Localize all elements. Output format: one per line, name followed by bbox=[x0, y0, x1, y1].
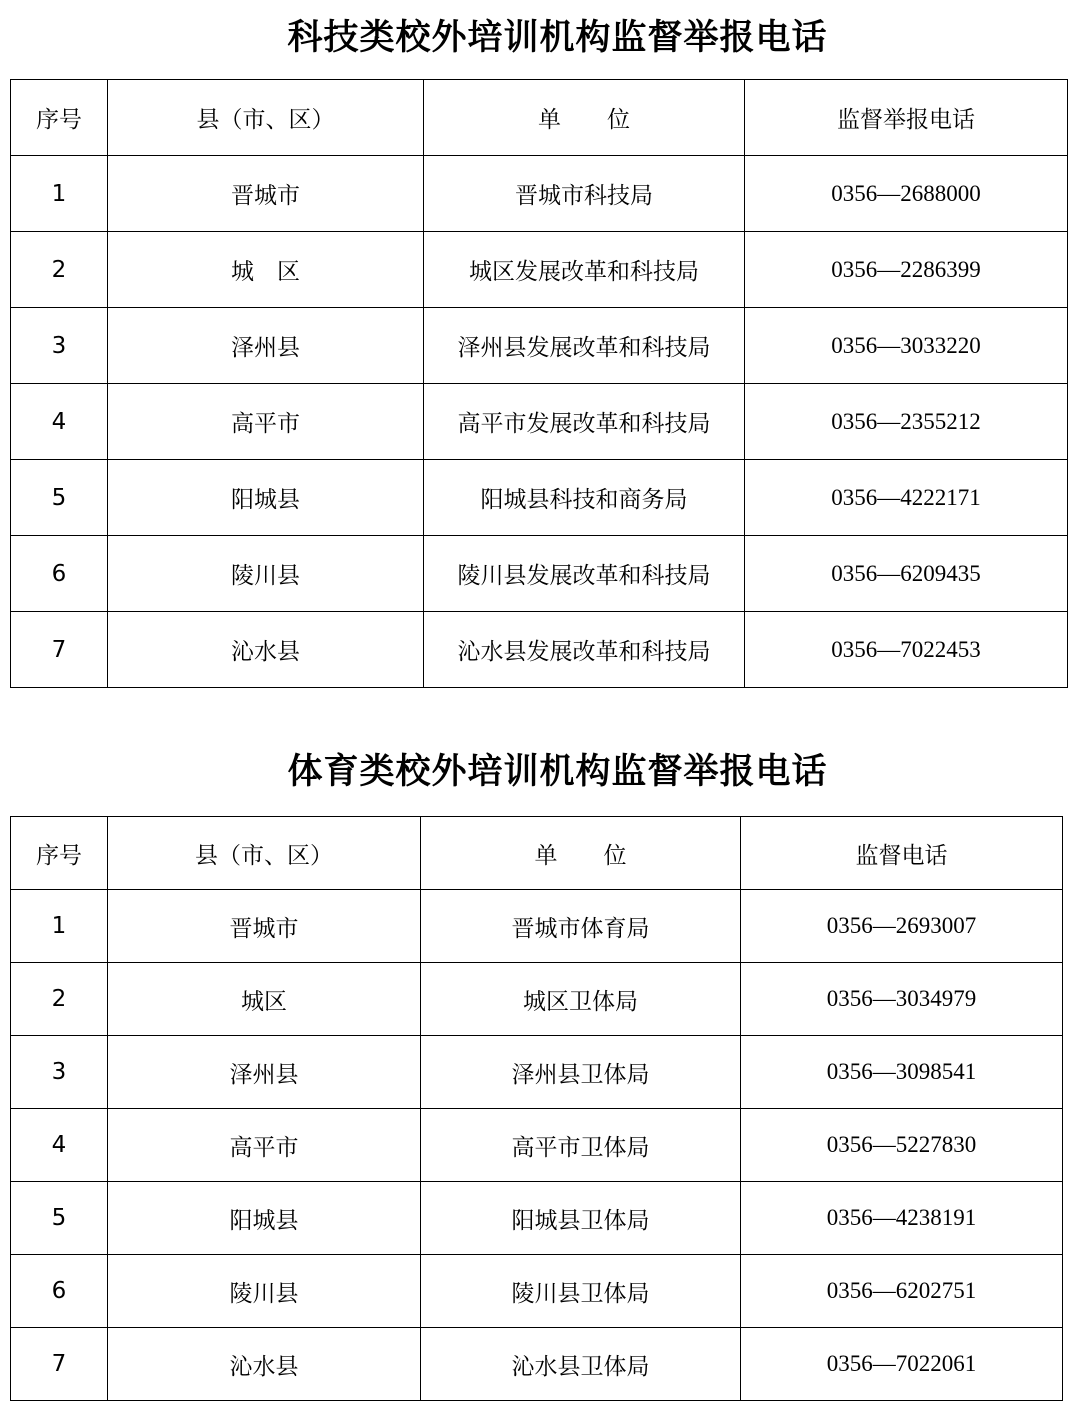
cell-unit: 陵川县发展改革和科技局 bbox=[424, 536, 745, 612]
cell-serial: 1 bbox=[11, 890, 108, 963]
cell-phone: 0356—2355212 bbox=[745, 384, 1068, 460]
cell-county: 城区 bbox=[108, 963, 421, 1036]
cell-unit: 高平市卫体局 bbox=[421, 1109, 741, 1182]
header-county: 县（市、区） bbox=[108, 80, 424, 156]
table-row bbox=[11, 1036, 1063, 1109]
cell-phone: 0356—2286399 bbox=[745, 232, 1068, 308]
cell-county: 沁水县 bbox=[108, 612, 424, 688]
cell-serial: 1 bbox=[11, 156, 108, 232]
cell-phone: 0356—7022061 bbox=[741, 1328, 1063, 1401]
cell-serial: 5 bbox=[11, 460, 108, 536]
header-unit: 单 位 bbox=[421, 817, 741, 890]
header-unit: 单 位 bbox=[424, 80, 745, 156]
cell-county: 陵川县 bbox=[108, 1255, 421, 1328]
cell-county: 晋城市 bbox=[108, 156, 424, 232]
cell-unit: 高平市发展改革和科技局 bbox=[424, 384, 745, 460]
cell-county: 阳城县 bbox=[108, 460, 424, 536]
cell-unit: 晋城市科技局 bbox=[424, 156, 745, 232]
cell-serial: 7 bbox=[11, 612, 108, 688]
cell-county: 泽州县 bbox=[108, 1036, 421, 1109]
cell-unit: 晋城市体育局 bbox=[421, 890, 741, 963]
header-phone: 监督举报电话 bbox=[745, 80, 1068, 156]
cell-phone: 0356—4238191 bbox=[741, 1182, 1063, 1255]
cell-phone: 0356—2688000 bbox=[745, 156, 1068, 232]
table-row bbox=[11, 384, 1068, 460]
header-county: 县（市、区） bbox=[108, 817, 421, 890]
table-row bbox=[11, 612, 1068, 688]
cell-serial: 3 bbox=[11, 308, 108, 384]
table-header-row bbox=[11, 80, 1068, 156]
cell-unit: 沁水县卫体局 bbox=[421, 1328, 741, 1401]
cell-unit: 泽州县发展改革和科技局 bbox=[424, 308, 745, 384]
cell-unit: 阳城县卫体局 bbox=[421, 1182, 741, 1255]
cell-county: 陵川县 bbox=[108, 536, 424, 612]
cell-phone: 0356—3033220 bbox=[745, 308, 1068, 384]
cell-serial: 6 bbox=[11, 1255, 108, 1328]
cell-county: 城 区 bbox=[108, 232, 424, 308]
cell-serial: 2 bbox=[11, 963, 108, 1036]
cell-serial: 7 bbox=[11, 1328, 108, 1401]
table-row bbox=[11, 963, 1063, 1036]
table-row bbox=[11, 232, 1068, 308]
table-row bbox=[11, 308, 1068, 384]
cell-county: 晋城市 bbox=[108, 890, 421, 963]
cell-serial: 6 bbox=[11, 536, 108, 612]
section-title-science: 科技类校外培训机构监督举报电话 bbox=[287, 18, 828, 58]
cell-county: 高平市 bbox=[108, 384, 424, 460]
cell-phone: 0356—7022453 bbox=[745, 612, 1068, 688]
cell-unit: 城区卫体局 bbox=[421, 963, 741, 1036]
cell-county: 阳城县 bbox=[108, 1182, 421, 1255]
cell-phone: 0356—4222171 bbox=[745, 460, 1068, 536]
cell-unit: 阳城县科技和商务局 bbox=[424, 460, 745, 536]
cell-serial: 2 bbox=[11, 232, 108, 308]
cell-county: 高平市 bbox=[108, 1109, 421, 1182]
cell-phone: 0356—6209435 bbox=[745, 536, 1068, 612]
cell-serial: 5 bbox=[11, 1182, 108, 1255]
table-row bbox=[11, 536, 1068, 612]
table-sports-hotlines bbox=[10, 816, 1063, 1401]
cell-unit: 泽州县卫体局 bbox=[421, 1036, 741, 1109]
table-row bbox=[11, 1109, 1063, 1182]
cell-phone: 0356—5227830 bbox=[741, 1109, 1063, 1182]
cell-serial: 4 bbox=[11, 384, 108, 460]
table-header-row bbox=[11, 817, 1063, 890]
header-phone: 监督电话 bbox=[741, 817, 1063, 890]
cell-phone: 0356—2693007 bbox=[741, 890, 1063, 963]
cell-serial: 3 bbox=[11, 1036, 108, 1109]
table-row bbox=[11, 156, 1068, 232]
table-row bbox=[11, 1182, 1063, 1255]
table-row bbox=[11, 1255, 1063, 1328]
cell-unit: 城区发展改革和科技局 bbox=[424, 232, 745, 308]
cell-phone: 0356—3034979 bbox=[741, 963, 1063, 1036]
cell-serial: 4 bbox=[11, 1109, 108, 1182]
header-serial: 序号 bbox=[11, 817, 108, 890]
cell-unit: 沁水县发展改革和科技局 bbox=[424, 612, 745, 688]
cell-county: 沁水县 bbox=[108, 1328, 421, 1401]
header-serial: 序号 bbox=[11, 80, 108, 156]
table-science-hotlines bbox=[10, 79, 1068, 688]
section-title-sports: 体育类校外培训机构监督举报电话 bbox=[287, 752, 828, 792]
cell-phone: 0356—3098541 bbox=[741, 1036, 1063, 1109]
table-row bbox=[11, 460, 1068, 536]
cell-county: 泽州县 bbox=[108, 308, 424, 384]
table-row bbox=[11, 1328, 1063, 1401]
cell-phone: 0356—6202751 bbox=[741, 1255, 1063, 1328]
cell-unit: 陵川县卫体局 bbox=[421, 1255, 741, 1328]
table-row bbox=[11, 890, 1063, 963]
